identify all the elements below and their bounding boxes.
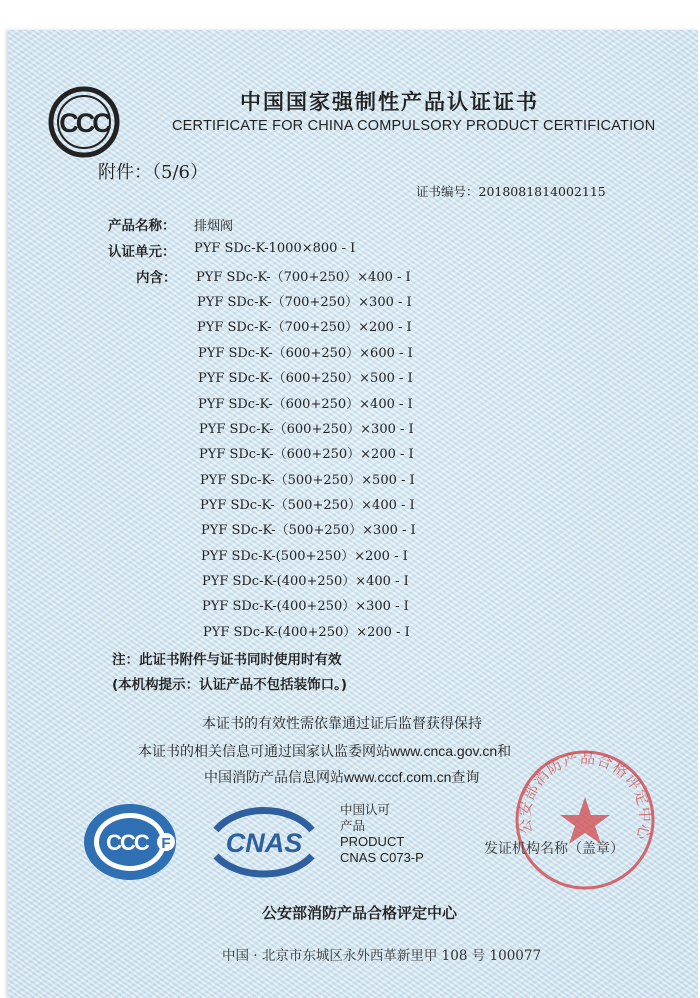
agency-tip: (本机构提示：认证产品不包括装饰口。): [112, 677, 348, 693]
title-chinese: 中国国家强制性产品认证证书: [240, 90, 539, 114]
cnas-logo-text: CNAS: [225, 828, 303, 858]
model-item: PYF SDc-K-（700+250）×200 - I: [197, 320, 412, 335]
validity-note: 注：此证书附件与证书同时使用时有效: [112, 652, 342, 668]
ccc-logo-letters: CCC: [59, 108, 109, 138]
model-item: PYF SDc-K-(400+250）×200 - I: [203, 625, 410, 640]
validity-line-3-text: 中国消防产品信息网站: [204, 770, 344, 786]
certificate-number: 证书编号：2018081814002115: [416, 184, 606, 199]
cert-unit-value: PYF SDc-K-1000×800 - I: [194, 241, 356, 256]
product-name-value: 排烟阀: [194, 219, 234, 234]
contains-label: 内含：: [136, 270, 177, 286]
agency-address: 中国 · 北京市东城区永外西革新里甲 108 号 100077: [222, 948, 542, 964]
model-item: PYF SDc-K-（600+250）×500 - I: [198, 371, 413, 386]
validity-line-3-query: 查询: [451, 770, 480, 786]
cnas-caption-cn2: 产品: [340, 818, 366, 833]
cccf-logo: [80, 800, 184, 884]
annex-label: 附件：（5/6）: [98, 162, 208, 183]
cnas-caption: [340, 802, 424, 866]
model-item: PYF SDc-K-(500+250）×200 - I: [201, 549, 408, 564]
model-item: PYF SDc-K-（600+250）×400 - I: [198, 397, 413, 412]
cnas-caption-cn1: 中国认可: [340, 802, 391, 817]
model-item: PYF SDc-K-（600+250）×300 - I: [199, 422, 414, 437]
issuing-agency: 公安部消防产品合格评定中心: [262, 904, 458, 922]
model-item: PYF SDc-K-（500+250）×300 - I: [201, 523, 416, 538]
validity-line-2-text: 本证书的相关信息可通过国家认监委网站: [138, 744, 390, 760]
model-item: PYF SDc-K-（500+250）×400 - I: [200, 498, 415, 513]
title-english: CERTIFICATE FOR CHINA COMPULSORY PRODUCT CERTIFICATION: [172, 118, 656, 134]
model-item: PYF SDc-K-（600+250）×600 - I: [198, 346, 413, 361]
cccf-logo-f: F: [161, 835, 171, 852]
cnas-logo: [208, 800, 320, 884]
model-item: PYF SDc-K-（500+250）×500 - I: [200, 473, 415, 488]
validity-line-2-and: 和: [497, 744, 512, 760]
validity-line-2: [138, 741, 511, 761]
product-name-label: 产品名称：: [108, 218, 176, 234]
cert-unit-label: 认证单元：: [108, 244, 176, 260]
cccf-logo-letters: CCC: [106, 830, 148, 855]
issuer-sign-caption: 发证机构名称（盖章）: [484, 841, 624, 857]
model-item: PYF SDc-K-（700+250）×400 - I: [196, 270, 411, 285]
official-seal-text: 公安部消防产品合格评定中心: [515, 748, 655, 843]
model-item: PYF SDc-K-（600+250）×200 - I: [199, 447, 414, 462]
cnas-caption-en1: PRODUCT: [340, 834, 405, 849]
ccc-logo: [48, 86, 120, 158]
cnas-caption-en2: CNAS C073-P: [340, 850, 424, 865]
official-seal: [510, 745, 660, 895]
model-item: PYF SDc-K-（700+250）×300 - I: [197, 295, 412, 310]
cnca-url[interactable]: www.cnca.gov.cn: [390, 743, 498, 759]
validity-line-3: [204, 767, 479, 787]
validity-line-1: 本证书的有效性需依靠通过证后监督获得保持: [202, 716, 482, 732]
model-item: PYF SDc-K-(400+250）×400 - I: [202, 574, 409, 589]
cccf-url[interactable]: www.cccf.com.cn: [344, 769, 452, 785]
model-item: PYF SDc-K-(400+250）×300 - I: [202, 599, 409, 614]
